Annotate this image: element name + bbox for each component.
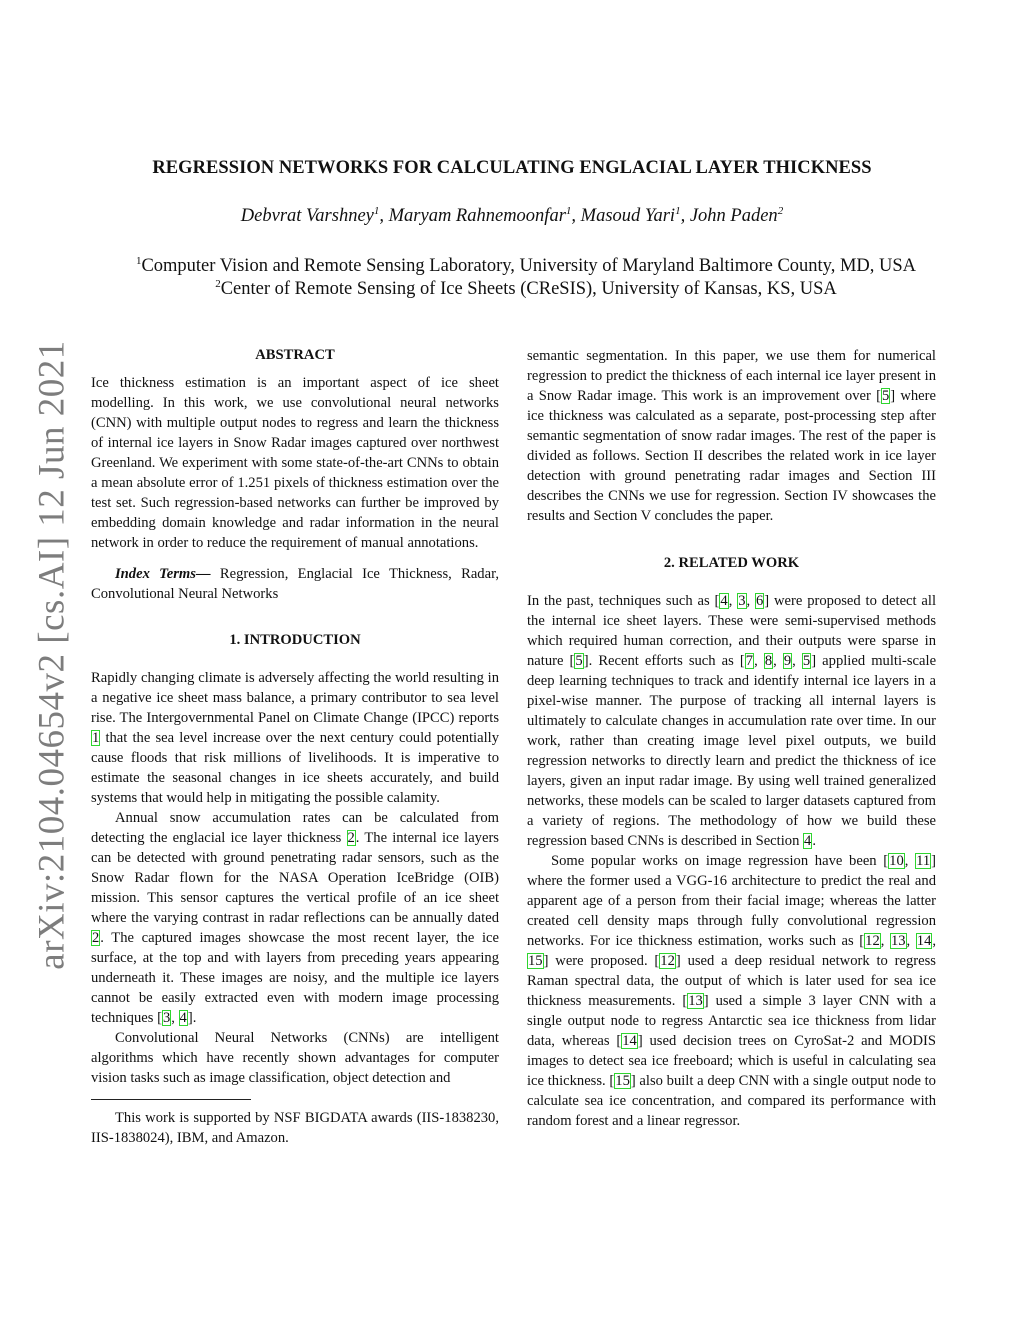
left-column <box>91 345 499 1148</box>
affiliation-1-text: Computer Vision and Remote Sensing Laboratory, University of Maryland Baltimore County, MD, USA <box>141 256 917 276</box>
citation-link[interactable]: 4 <box>804 833 812 849</box>
intro-paragraph-1: Rapidly changing climate is adversely affecting the world resulting in a negative ice sheet mass balance, a primary contributor to sea level rise. The Intergovernmental Panel on Climate Change (IPCC) reports 1 that the sea level increase over the next century could potentially cause floods that risk millions of livelihoods. It is imperative to estimate the seasonal changes in ice sheets accurately, and build systems that would help in mitigating the possible calamity. <box>91 670 499 806</box>
author-affiliation-marker: 1 <box>675 205 681 217</box>
funding-footnote <box>91 1108 499 1148</box>
author-name: Maryam Rahnemoonfar <box>388 206 566 226</box>
author-affiliation-marker: 2 <box>777 205 784 217</box>
citation-link[interactable]: 12 <box>865 933 880 949</box>
arxiv-side-stamp: arXiv:2104.04654v2 [cs.AI] 12 Jun 2021 <box>31 340 73 970</box>
related-work-heading: 2. RELATED WORK <box>663 555 800 571</box>
right-column <box>527 346 936 1131</box>
related-paragraph-2: Some popular works on image regression have been [10, 11] where the former used a VGG-16 architecture to predict the real and apparent age of a person from their facial image; whereas the latter created cell density maps through fully convolutional regression networks. For ice thickness estimation, works such as [12, 13, 14, 15] were proposed. [12] used a deep residual network to regress Raman spectral data, the output of which is later used for sea ice thickness measurements. [13] used a simple 3 layer CNN with a single output node to regress Antarctic sea ice thickness from lidar data, whereas [14] used decision trees on CyroSat-2 and MODIS images to detect sea ice freeboard; which is useful in calculating sea ice thickness. [15] also built a deep CNN with a single output node to calculate sea ice concentration, and compared its performance with random forest and a linear regressor. <box>527 853 937 1129</box>
intro-paragraph-2: Annual snow accumulation rates can be calculated from detecting the englacial ice layer thickness 2. The internal ice layers can be detected with ground penetrating radar sensors, such as the Snow Radar flown for the NASA Operation IceBridge (OIB) mission. This sensor captures the vertical profile of an ice sheet where the varying contrast in radar reflections can be annually dated 2. The captured images showcase the most recent layer, the ice surface, at the top and with layers from preceding years appearing underneath it. These images are noisy, and the multiple ice layers cannot be easily extracted even with modern image processing techniques [3, 4]. <box>91 810 499 1026</box>
citation-link[interactable]: 15 <box>615 1073 630 1089</box>
affiliation-2 <box>0 279 1024 300</box>
citation-link[interactable]: 4 <box>720 593 728 609</box>
author-name: John Paden <box>689 206 778 226</box>
abstract-text: Ice thickness estimation is an important aspect of ice sheet modelling. In this work, we use convolutional neural networks (CNN) with multiple output nodes to regress and learn the thickness of internal ice layers in Snow Radar images captured over northwest Greenland. We experiment with some state-of-the-art CNNs to obtain a mean absolute error of 1.251 pixels of thickness estimation over the test set. Such regression-based networks can further be improved by embedding domain knowledge and radar information in the neural network in order to reduce the requirement of manual annotations. <box>91 375 499 551</box>
introduction-heading: 1. INTRODUCTION <box>229 632 361 648</box>
intro-paragraph-3: Convolutional Neural Networks (CNNs) are intelligent algorithms which have recently shown advantages for computer vision tasks such as image classification, object detection and <box>91 1030 499 1086</box>
abstract-heading: ABSTRACT <box>255 347 335 363</box>
citation-link[interactable]: 5 <box>802 653 811 669</box>
citation-link[interactable]: 2 <box>347 830 355 846</box>
citation-link[interactable]: 5 <box>881 388 890 404</box>
citation-link[interactable]: 9 <box>783 653 792 669</box>
affiliation-2-marker: 2 <box>215 278 221 290</box>
citation-link[interactable]: 3 <box>738 593 746 609</box>
citation-link[interactable]: 10 <box>889 853 904 869</box>
author-name: Debvrat Varshney <box>240 206 374 226</box>
index-terms <box>91 564 499 604</box>
citation-link[interactable]: 14 <box>916 933 932 949</box>
citation-link[interactable]: 12 <box>660 953 675 969</box>
affiliation-1 <box>0 256 1024 277</box>
intro-continuation: semantic segmentation. In this paper, we use them for numerical regression to predict the thickness of each internal ice layer present in a Snow Radar image. This work is an improvement over [5] where ice thickness was calculated as a separate, post-processing step after semantic segmentation of snow radar images. The rest of the paper is divided as follows. Section II describes the related work in ice layer detection with ground penetrating radar images and Section III describes the CNNs we use for regression. Section IV showcases the results and Section V concludes the paper. <box>527 348 936 524</box>
citation-link[interactable]: 11 <box>916 853 931 869</box>
author-affiliation-marker: 1 <box>373 205 380 217</box>
affiliation-2-text: Center of Remote Sensing of Ice Sheets (CReSIS), University of Kansas, KS, USA <box>220 279 837 299</box>
related-paragraph-1: In the past, techniques such as [4, 3, 6] were proposed to detect all the internal ice sheet layers. These were semi-supervised methods which required human correction, and their outputs were sparse in nature [5]. Recent efforts such as [7, 8, 9, 5] applied multi-scale deep learning techniques to track and identify internal ice layers in a pixel-wise manner. The purpose of tracking all internal layers is ultimately to calculate changes in accumulation rate over time. In our work, rather than creating image level pixel outputs, we build regression networks to directly learn and predict the thickness of ice layers, given an input radar image. By using well trained generalized networks, these models can be scaled to larger datasets captured from a variety of regions. The methodology of how we build these regression based CNNs is described in Section 4. <box>527 593 937 849</box>
index-terms-text: Regression, Englacial Ice Thickness, Radar, Convolutional Neural Networks <box>91 566 499 602</box>
citation-link[interactable]: 8 <box>764 653 773 669</box>
citation-link[interactable]: 15 <box>528 953 543 969</box>
paper-title: REGRESSION NETWORKS FOR CALCULATING ENGLACIAL LAYER THICKNESS <box>152 158 872 178</box>
affiliation-1-marker: 1 <box>135 255 142 267</box>
author-affiliation-marker: 1 <box>565 205 572 217</box>
citation-link[interactable]: 3 <box>162 1010 171 1026</box>
funding-footnote-text: This work is supported by NSF BIGDATA awards (IIS-1838230, IIS-1838024), IBM, and Amazon. <box>91 1110 499 1146</box>
citation-link[interactable]: 2 <box>92 930 100 946</box>
citation-link[interactable]: 14 <box>622 1033 637 1049</box>
citation-link[interactable]: 1 <box>92 730 100 746</box>
citation-link[interactable]: 5 <box>575 653 583 669</box>
citation-link[interactable]: 6 <box>756 593 764 609</box>
citation-link[interactable]: 4 <box>179 1010 187 1026</box>
author-name: Masoud Yari <box>580 206 676 226</box>
index-terms-label: Index Terms— <box>115 566 211 582</box>
citation-link[interactable]: 7 <box>745 653 754 669</box>
citation-link[interactable]: 13 <box>890 933 906 949</box>
citation-link[interactable]: 13 <box>688 993 703 1009</box>
author-list: Debvrat Varshney$^1$, Maryam Rahnemoonfar$^1$, Masoud Yari$^1$, John Paden$^2$ <box>240 205 784 226</box>
